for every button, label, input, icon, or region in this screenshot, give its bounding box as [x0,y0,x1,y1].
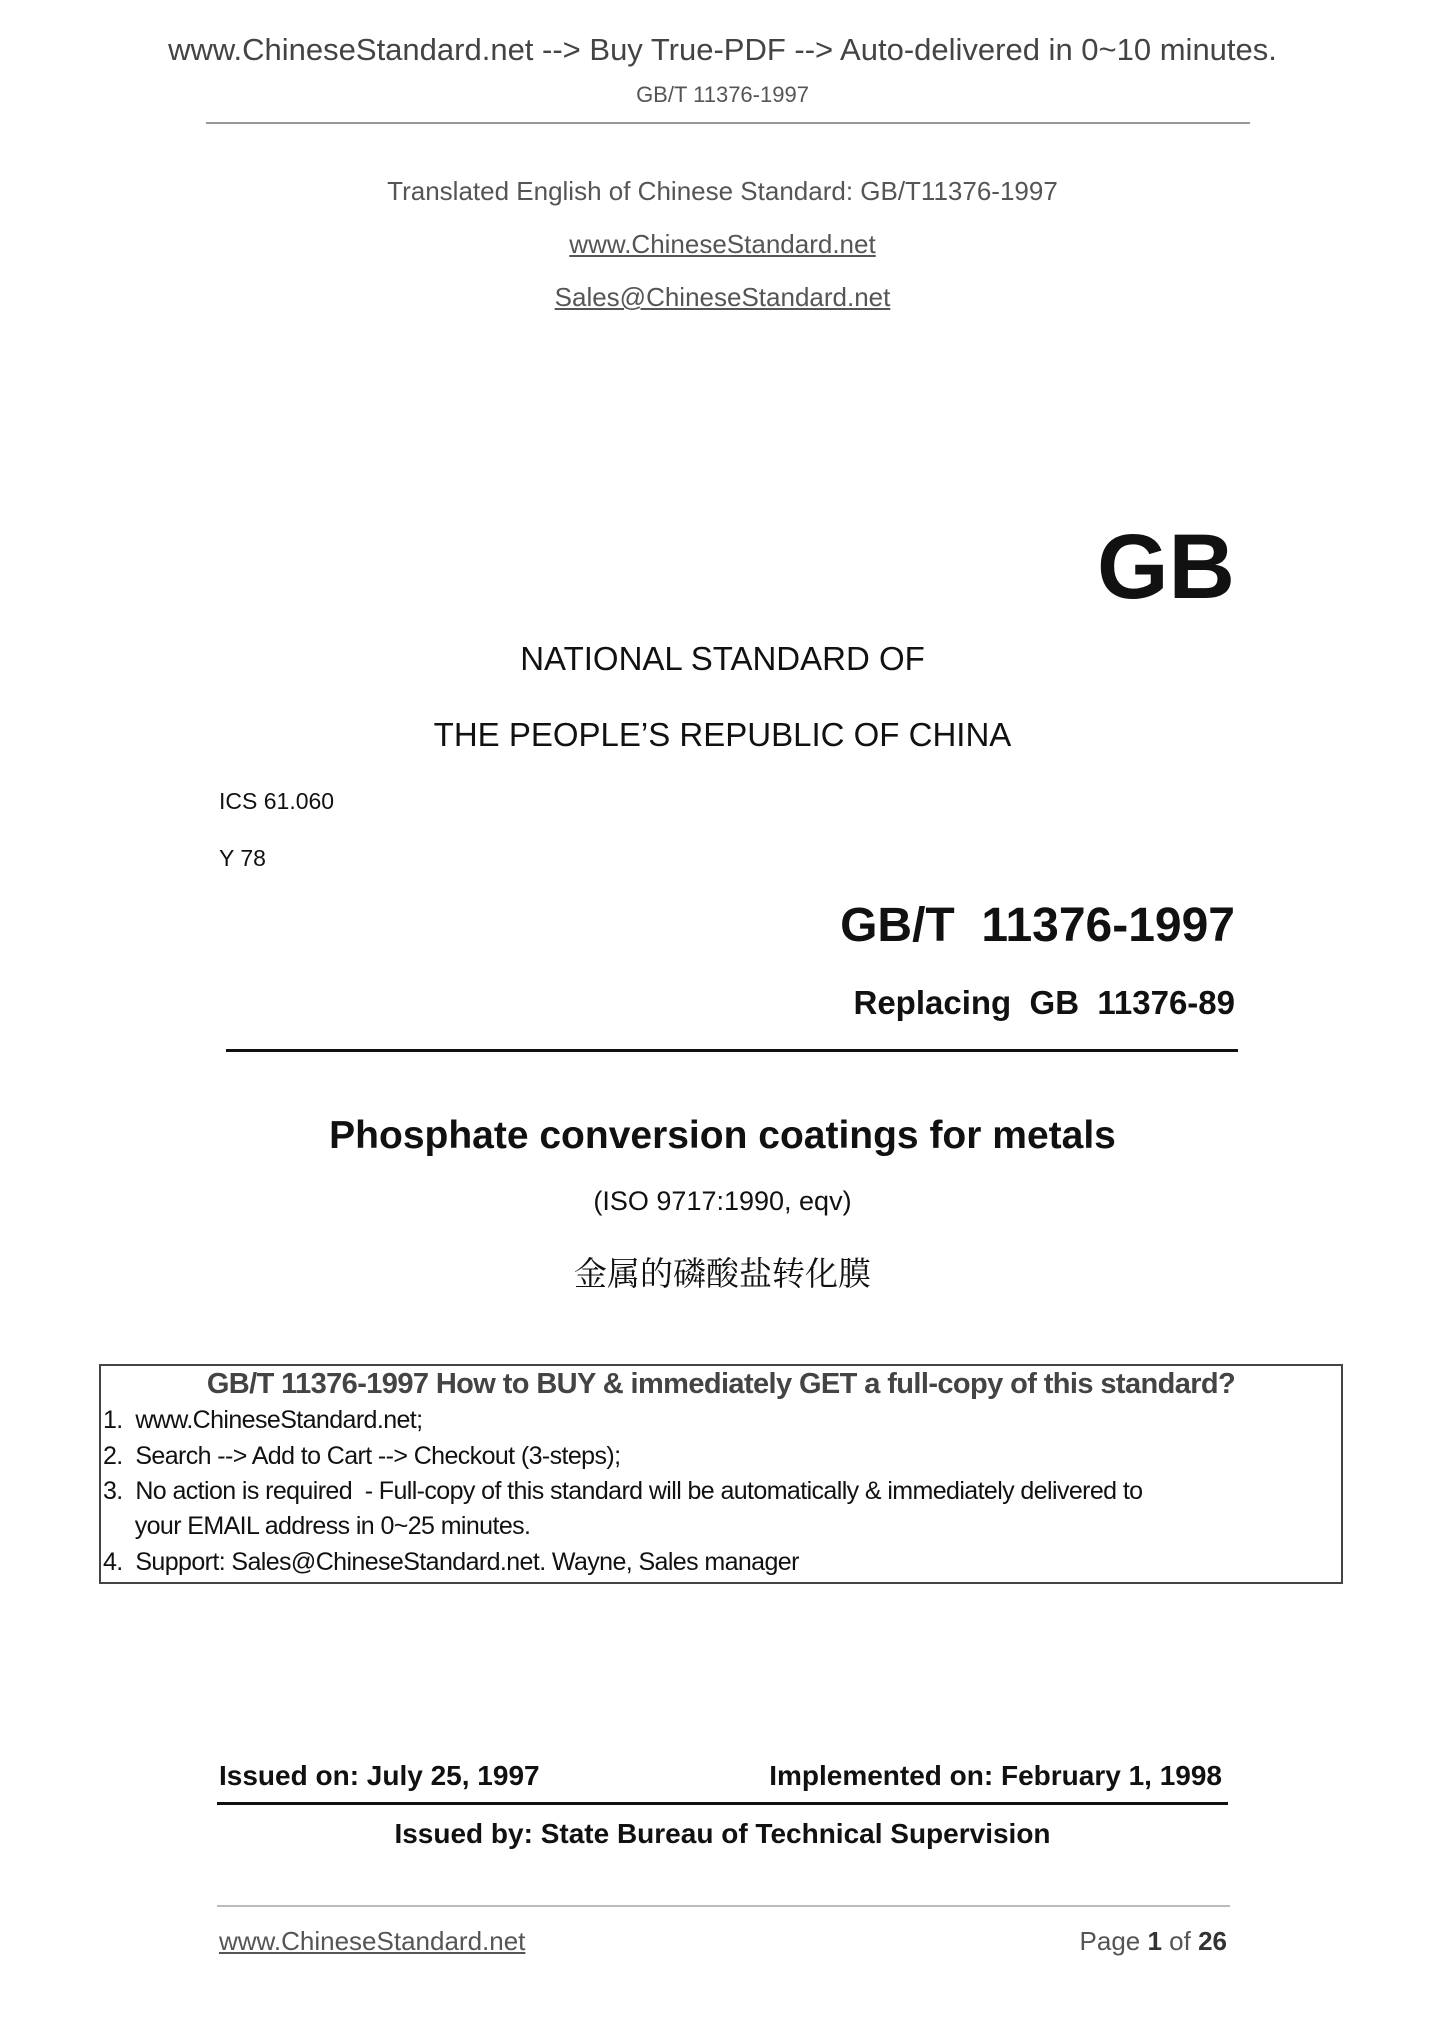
replacing-code: Replacing GB 11376-89 [853,984,1235,1021]
current-page: 1 [1147,1926,1162,1956]
footer-rule [217,1905,1230,1907]
ics-code: ICS 61.060 [219,788,335,814]
buy-step: 3. No action is required - Full-copy of this standard will be automatically & immediately delivered to [103,1477,1143,1505]
implemented-on: Implemented on: February 1, 1998 [769,1760,1222,1791]
buy-step: your EMAIL address in 0~25 minutes. [103,1512,531,1540]
buy-box-heading: GB/T 11376-1997 How to BUY & immediately GET a full-copy of this standard? [206,1368,1236,1400]
ccs-code: Y 78 [219,845,266,871]
national-standard-line2: THE PEOPLE’S REPUBLIC OF CHINA [433,716,1012,753]
title-rule [226,1049,1238,1052]
page-of: of [1161,1926,1199,1956]
issued-by: Issued by: State Bureau of Technical Supervision [394,1818,1051,1849]
buy-step: 1. www.ChineseStandard.net; [103,1406,423,1434]
chinese-title: 金属的磷酸盐转化膜 [574,1255,871,1292]
issued-on: Issued on: July 25, 1997 [219,1760,540,1791]
footer-website-link[interactable]: www.ChineseStandard.net [219,1926,526,1956]
header-rule [206,122,1250,124]
standard-code: GB/T 11376-1997 [840,899,1235,952]
issue-rule [217,1802,1228,1805]
iso-equivalent: (ISO 9717:1990, eqv) [593,1186,852,1216]
email-link[interactable]: Sales@ChineseStandard.net [554,282,891,312]
buy-info-box [99,1364,1343,1584]
top-banner: www.ChineseStandard.net --> Buy True-PDF --> Auto-delivered in 0~10 minutes. [168,32,1277,67]
running-title: GB/T 11376-1997 [636,82,809,107]
total-pages: 26 [1198,1926,1227,1956]
standard-title: Phosphate conversion coatings for metals [329,1114,1116,1157]
website-link[interactable]: www.ChineseStandard.net [569,229,876,259]
national-standard-line1: NATIONAL STANDARD OF [520,640,925,677]
buy-step: 4. Support: Sales@ChineseStandard.net. Wayne, Sales manager [103,1548,799,1576]
buy-step: 2. Search --> Add to Cart --> Checkout (3-steps); [103,1442,621,1470]
page-number [1080,1926,1227,1957]
page-prefix: Page [1079,1926,1148,1956]
gb-logo: GB [1097,516,1235,618]
translated-line: Translated English of Chinese Standard: GB/T11376-1997 [387,176,1058,206]
